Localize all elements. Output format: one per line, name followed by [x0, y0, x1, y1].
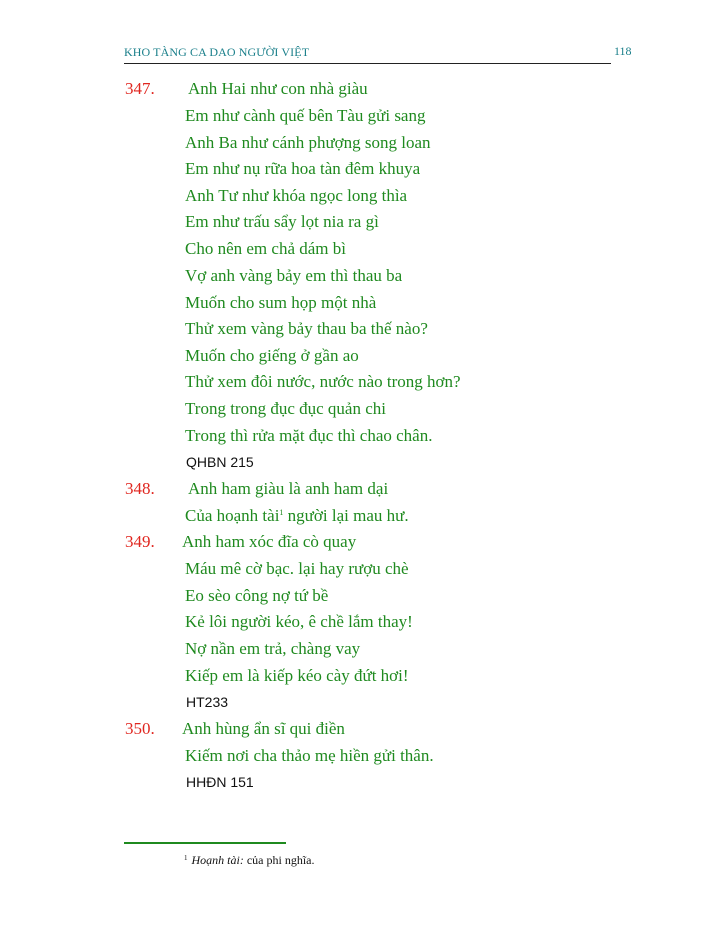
verse-number: 347.: [125, 79, 155, 98]
verse-line: Em như cành quế bên Tàu gửi sang: [185, 106, 426, 125]
verse-line: Máu mê cờ bạc. lại hay rượu chè: [185, 559, 409, 578]
verse-line: Nợ nần em trả, chàng vay: [185, 639, 361, 658]
verse-line: Anh ham xóc đĩa cò quay: [182, 532, 357, 551]
verse-line-with-footnote: [185, 506, 409, 526]
verse-line: Anh Tư như khóa ngọc long thìa: [185, 186, 408, 205]
source-reference: QHBN 215: [186, 454, 254, 470]
footnote-marker: 1: [184, 854, 188, 862]
header-title: KHO TÀNG CA DAO NGƯỜI VIỆT: [124, 45, 310, 59]
verse-line: Em như nụ rữa hoa tàn đêm khuya: [185, 159, 421, 178]
verse-line: Muốn cho giếng ở gần ao: [185, 346, 359, 365]
verse-line: Thử xem đôi nước, nước nào trong hơn?: [185, 372, 461, 391]
verse-line: Kiếm nơi cha thảo mẹ hiền gửi thân.: [185, 746, 434, 765]
verse-line: Trong thì rửa mặt đục thì chao chân.: [185, 426, 433, 445]
page-number: 118: [614, 44, 632, 58]
verse-text: người lại mau hư.: [283, 506, 409, 525]
verse-line: Trong trong đục đục quản chi: [185, 399, 386, 418]
verse-line: Thử xem vàng bảy thau ba thế nào?: [185, 319, 428, 338]
verse-line: Anh ham giàu là anh ham dại: [188, 479, 389, 498]
verse-line: Anh Hai như con nhà giàu: [188, 79, 368, 98]
verse-line: Eo sèo công nợ tứ bề: [185, 586, 329, 605]
verse-number: 349.: [125, 532, 155, 551]
source-reference: HT233: [186, 694, 229, 710]
verse-line: Cho nên em chả dám bì: [185, 239, 346, 258]
verse-line: Anh hùng ẩn sĩ qui điền: [182, 719, 345, 738]
footnote-reference[interactable]: 1: [279, 508, 284, 517]
verse-number: 350.: [125, 719, 155, 738]
verse-line: Kẻ lôi người kéo, ê chề lắm thay!: [185, 612, 413, 631]
source-reference: HHĐN 151: [186, 774, 254, 790]
footnote-rule: [124, 842, 286, 844]
verse-line: Em như trấu sẩy lọt nia ra gì: [185, 212, 379, 231]
footnote-term: Hoạnh tài:: [191, 853, 244, 867]
verse-number: 348.: [125, 479, 155, 498]
verse-line: Muốn cho sum họp một nhà: [185, 293, 377, 312]
verse-text: Của hoạnh tài: [185, 506, 280, 525]
verse-line: Anh Ba như cánh phượng song loan: [185, 133, 431, 152]
footnote: [184, 853, 315, 868]
footnote-text: của phi nghĩa.: [243, 853, 315, 867]
verse-line: Kiếp em là kiếp kéo cày đứt hơi!: [185, 666, 409, 685]
verse-line: Vợ anh vàng bảy em thì thau ba: [185, 266, 403, 285]
header-rule: [124, 63, 611, 64]
